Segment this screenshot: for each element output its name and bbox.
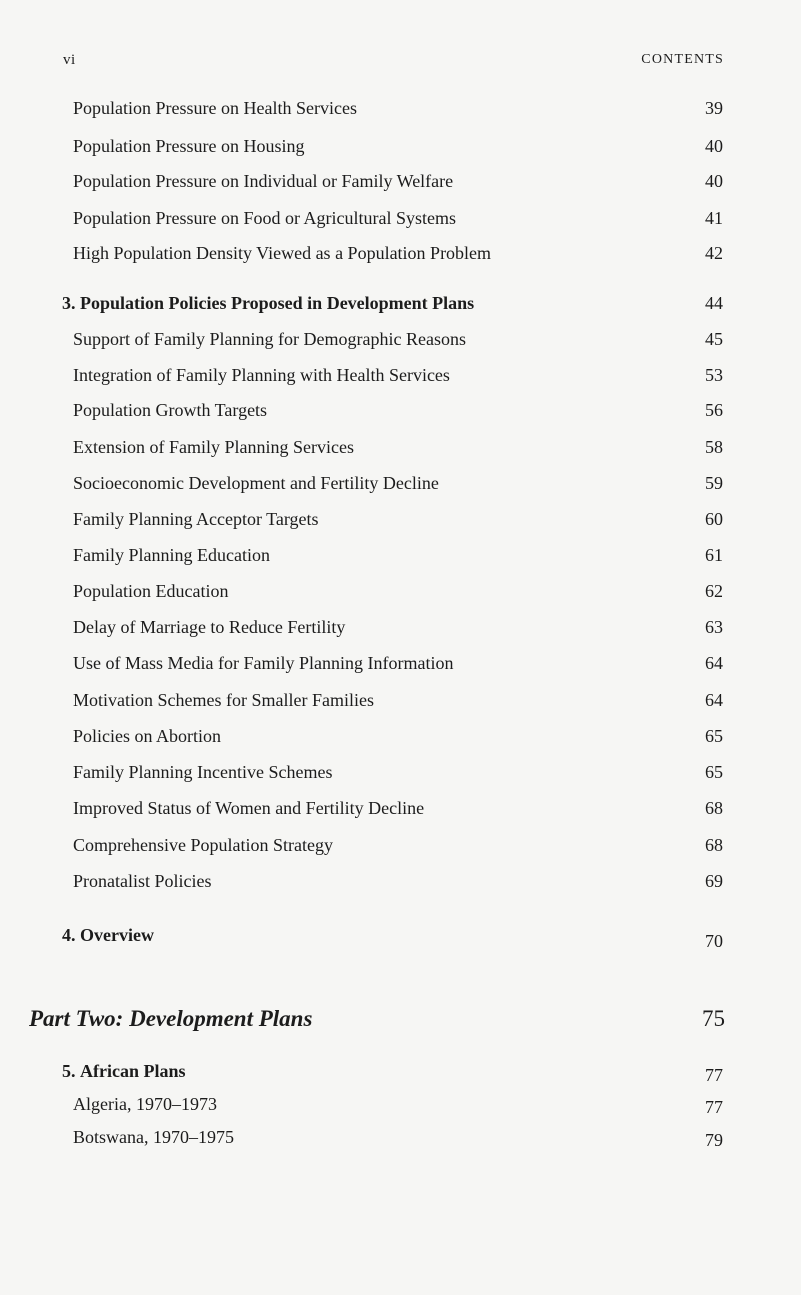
toc-entry-title: Population Pressure on Health Services bbox=[73, 98, 357, 118]
toc-entry-page: 64 bbox=[705, 690, 723, 710]
toc-entry-page: 40 bbox=[705, 171, 723, 191]
toc-entry-title: Policies on Abortion bbox=[73, 726, 221, 746]
toc-entry-page: 60 bbox=[705, 509, 723, 529]
toc-entry-title: Family Planning Acceptor Targets bbox=[73, 509, 319, 529]
toc-entry-title: Socioeconomic Development and Fertility Decline bbox=[73, 473, 439, 493]
chapter-title: Population Policies Proposed in Development Plans bbox=[80, 293, 475, 313]
toc-entry bbox=[0, 327, 801, 351]
toc-entry bbox=[0, 688, 801, 712]
toc-entry bbox=[0, 363, 801, 387]
toc-entry-page: 42 bbox=[705, 243, 723, 263]
toc-entry-page: 63 bbox=[705, 617, 723, 637]
toc-entry-page: 65 bbox=[705, 762, 723, 782]
toc-chapter bbox=[0, 291, 801, 315]
toc-entry-page: 61 bbox=[705, 545, 723, 565]
toc-entry-title: Comprehensive Population Strategy bbox=[73, 835, 333, 855]
toc-entry-page: 39 bbox=[705, 98, 723, 118]
toc-entry-page: 79 bbox=[705, 1130, 723, 1150]
toc-entry-title: Family Planning Incentive Schemes bbox=[73, 762, 333, 782]
toc-part bbox=[0, 1004, 801, 1034]
toc-entry-page: 41 bbox=[705, 208, 723, 228]
toc-entry-title: Use of Mass Media for Family Planning Information bbox=[73, 653, 454, 673]
chapter-page: 70 bbox=[705, 931, 723, 951]
toc-entry bbox=[0, 651, 801, 675]
toc-entry-page: 58 bbox=[705, 437, 723, 457]
toc-entry bbox=[0, 760, 801, 784]
toc-entry-title: Population Growth Targets bbox=[73, 400, 268, 420]
toc-entry-title: Population Pressure on Housing bbox=[73, 136, 305, 156]
toc-chapter bbox=[0, 1059, 801, 1083]
part-page: 75 bbox=[702, 1006, 725, 1031]
chapter-title: Overview bbox=[80, 925, 154, 945]
toc-entry bbox=[0, 833, 801, 857]
running-head: CONTENTS bbox=[641, 52, 724, 67]
chapter-number: 4. bbox=[62, 925, 76, 945]
toc-entry-title: High Population Density Viewed as a Population Problem bbox=[73, 243, 492, 263]
toc-entry-title: Botswana, 1970–1975 bbox=[73, 1127, 234, 1147]
chapter-page: 77 bbox=[705, 1065, 723, 1085]
toc-entry bbox=[0, 579, 801, 603]
toc-entry bbox=[0, 96, 801, 120]
toc-entry bbox=[0, 134, 801, 158]
toc-entry-title: Family Planning Education bbox=[73, 545, 270, 565]
toc-entry-title: Algeria, 1970–1973 bbox=[73, 1094, 217, 1114]
chapter-page: 44 bbox=[705, 293, 723, 313]
chapter-number: 3. bbox=[62, 293, 76, 313]
toc-entry-title: Population Pressure on Food or Agricultural Systems bbox=[73, 208, 456, 228]
chapter-title: African Plans bbox=[80, 1061, 186, 1081]
toc-entry bbox=[0, 241, 801, 265]
toc-entry bbox=[0, 435, 801, 459]
toc-entry-page: 40 bbox=[705, 136, 723, 156]
toc-entry bbox=[0, 869, 801, 893]
toc-entry-page: 59 bbox=[705, 473, 723, 493]
toc-entry-title: Extension of Family Planning Services bbox=[73, 437, 354, 457]
toc-entry bbox=[0, 507, 801, 531]
toc-entry-page: 64 bbox=[705, 653, 723, 673]
toc-entry-page: 62 bbox=[705, 581, 723, 601]
toc-entry-page: 53 bbox=[705, 365, 723, 385]
toc-entry-page: 45 bbox=[705, 329, 723, 349]
toc-entry-page: 65 bbox=[705, 726, 723, 746]
toc-entry bbox=[0, 543, 801, 567]
toc-entry-title: Improved Status of Women and Fertility Decline bbox=[73, 798, 425, 818]
toc-entry-page: 69 bbox=[705, 871, 723, 891]
toc-entry bbox=[0, 206, 801, 230]
toc-entry bbox=[0, 1125, 801, 1149]
toc-entry-title: Pronatalist Policies bbox=[73, 871, 212, 891]
toc-entry-title: Motivation Schemes for Smaller Families bbox=[73, 690, 374, 710]
chapter-number: 5. bbox=[62, 1061, 76, 1081]
toc-entry bbox=[0, 1092, 801, 1116]
toc-entry-title: Population Education bbox=[73, 581, 229, 601]
toc-entry-page: 68 bbox=[705, 798, 723, 818]
toc-entry bbox=[0, 615, 801, 639]
page-number: vi bbox=[63, 52, 76, 68]
toc-entry-page: 56 bbox=[705, 400, 723, 420]
toc-entry bbox=[0, 169, 801, 193]
toc-entry bbox=[0, 398, 801, 422]
toc-entry-title: Population Pressure on Individual or Family Welfare bbox=[73, 171, 454, 191]
part-title: Part Two: Development Plans bbox=[29, 1006, 313, 1031]
toc-entry-title: Integration of Family Planning with Health Services bbox=[73, 365, 450, 385]
toc-entry-page: 68 bbox=[705, 835, 723, 855]
toc-entry-page: 77 bbox=[705, 1097, 723, 1117]
toc-chapter bbox=[0, 923, 801, 951]
toc-entry bbox=[0, 796, 801, 820]
toc-entry bbox=[0, 471, 801, 495]
toc-entry bbox=[0, 724, 801, 748]
toc-entry-title: Support of Family Planning for Demographic Reasons bbox=[73, 329, 466, 349]
toc-entry-title: Delay of Marriage to Reduce Fertility bbox=[73, 617, 346, 637]
